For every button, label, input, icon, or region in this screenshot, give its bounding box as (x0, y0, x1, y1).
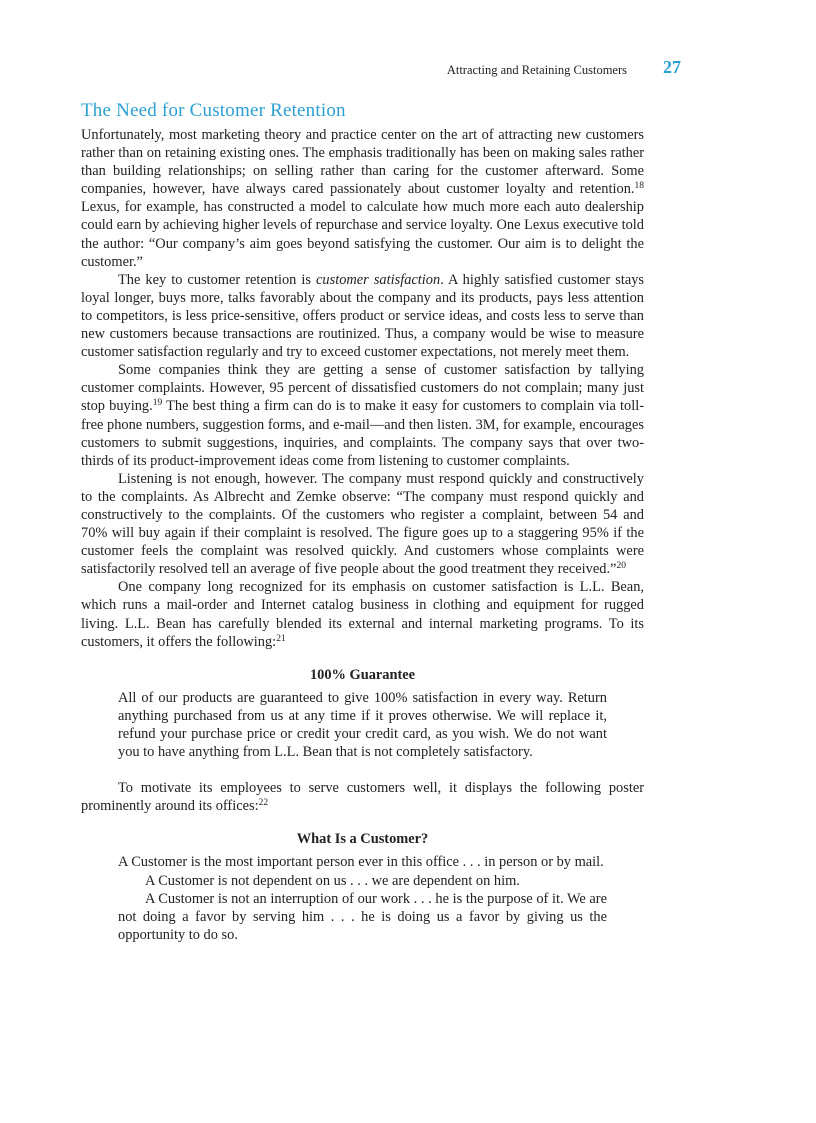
poster-quote (118, 853, 607, 943)
paragraph-6 (81, 779, 644, 815)
paragraph-3-text-a: Some companies think they are getting a sense of customer satisfaction by tallying customer complaints. However, 95 percent of dissatisfied customers do not complain; many just stop buying. (81, 362, 644, 415)
paragraph-2-emphasis: customer satisfaction (316, 271, 441, 288)
running-head-title: Attracting and Retaining Customers (446, 63, 627, 77)
paragraph-5-text: One company long recognized for its emphasis on customer satisfaction is L.L. Bean, which runs a mail-order and Internet catalog business in clothing and equipment for rugged living. L.L. Bean has carefully blended its external and internal marketing programs. To its customers, it offers the following: (81, 579, 644, 650)
paragraph-1-text-b: Lexus, for example, has constructed a model to calculate how much more each auto dealership could earn by achieving higher levels of repurchase and service loyalty. One Lexus executive told the author: “Our company’s aim goes beyond satisfying the customer. Our aim is to delight the customer.” (81, 199, 644, 270)
poster-line-3: A Customer is not an interruption of our work . . . he is the purpose of it. We are not doing a favor by serving him . . . he is doing us a favor by giving us the opportunity to do so. (118, 890, 607, 943)
paragraph-4-text: Listening is not enough, however. The company must respond quickly and constructively to the complaints. As Albrecht and Zemke observe: “The company must respond quickly and constructively to the complaints. Of the customers who register a complaint, between 54 and 70% will buy again if their complaint is resolved. The figure goes up to a staggering 95% if the customer feels the complaint was resolved quickly. And customers whose complaints were satisfactorily resolved tell an average of five people about the good treatment they received.” (81, 470, 644, 578)
poster-line-1: A Customer is the most important person ever in this office . . . in person or by mail. (118, 854, 604, 871)
paragraph-3 (81, 361, 644, 470)
running-head (81, 57, 681, 81)
paragraph-1-text: Unfortunately, most marketing theory and practice center on the art of attracting new customers rather than on retaining existing ones. The emphasis traditionally has been on making sales rather than building relationships; on selling rather than caring for the customer afterward. Some companies, however, have always cared passionately about customer loyalty and retention. (81, 127, 644, 198)
footnote-22: 22 (258, 798, 269, 809)
footnote-20: 20 (616, 561, 626, 572)
paragraph-2 (81, 271, 644, 361)
guarantee-text: All of our products are guaranteed to give 100% satisfaction in every way. Return anything purchased from us at any time if it proves otherwise. We will replace it, refund your purchase price or credit your credit card, as you wish. We do not want you to have anything from L.L. Bean that is not completely satisfactory. (118, 689, 607, 761)
poster-heading: What Is a Customer? (296, 831, 429, 848)
paragraph-2-text-a: The key to customer retention is (118, 271, 317, 288)
footnote-19: 19 (152, 398, 163, 409)
paragraph-1 (81, 126, 644, 271)
poster-line-2: A Customer is not dependent on us . . . we are dependent on him. (145, 872, 520, 889)
paragraph-6-text: To motivate its employees to serve customers well, it displays the following poster prominently around its offices: (81, 780, 644, 815)
paragraph-5 (81, 578, 644, 650)
page-number: 27 (663, 57, 681, 77)
guarantee-heading: 100% Guarantee (309, 666, 416, 683)
article-body (81, 126, 644, 944)
footnote-21: 21 (276, 633, 286, 644)
section-title: The Need for Customer Retention (81, 100, 346, 121)
paragraph-4 (81, 470, 644, 579)
footnote-18: 18 (634, 181, 644, 192)
paragraph-2-text-b: . A highly satisfied customer stays loyal longer, buys more, talks favorably about the company and its products, pays less attention to competitors, is less price-sensitive, offers product or service ideas, and costs less to serve than new customers because transactions are routinized. Thus, a company would be wise to measure customer satisfaction regularly and try to exceed customer expectations, not merely meet them. (81, 271, 645, 361)
paragraph-3-text-b: The best thing a firm can do is to make it easy for customers to complain via toll-free phone numbers, suggestion forms, and e-mail—and then listen. 3M, for example, encourages customers to submit suggestions, inquiries, and complaints. The company says that over two-thirds of its product-improvement ideas come from listening to customer complaints. (81, 398, 644, 469)
guarantee-quote (118, 689, 607, 761)
